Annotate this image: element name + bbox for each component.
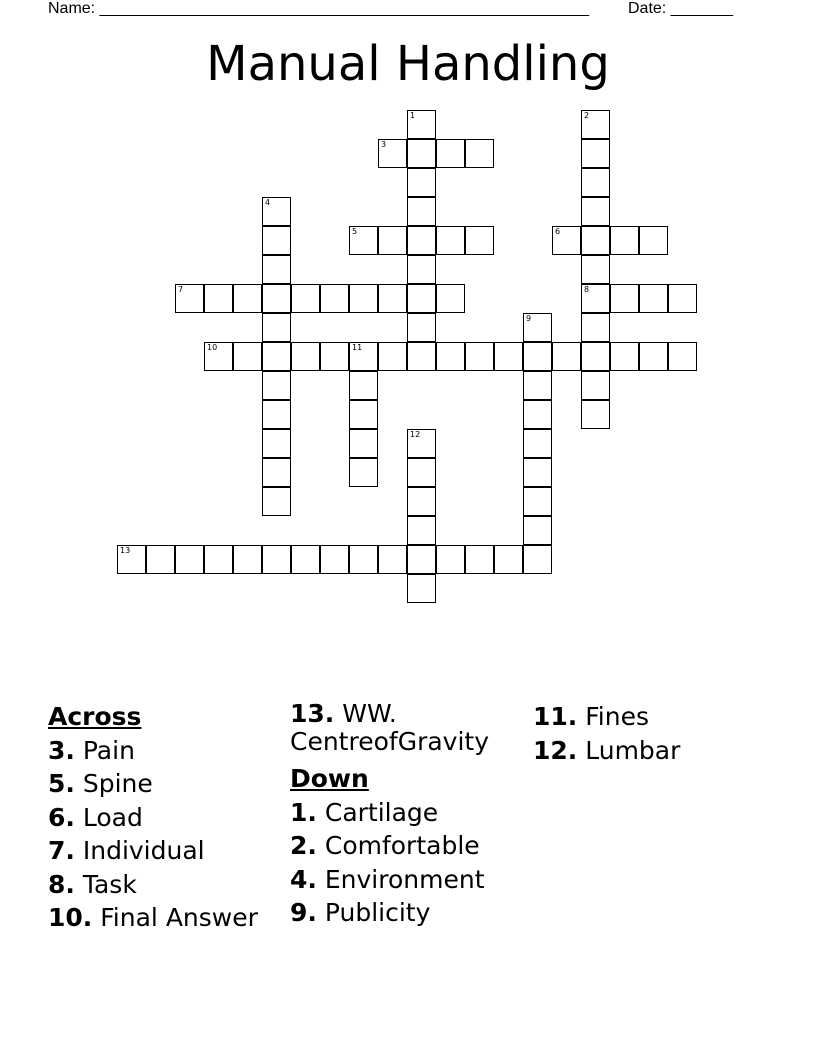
grid-cell[interactable]	[407, 574, 436, 603]
grid-cell[interactable]	[407, 139, 436, 168]
grid-cell[interactable]	[378, 139, 407, 168]
clue-number: 9.	[290, 898, 317, 927]
clue-across-5	[48, 767, 298, 801]
name-field-label[interactable]: Name: _______________________________________________________	[48, 0, 589, 17]
grid-cell-number: 8	[584, 285, 590, 294]
grid-cell[interactable]	[320, 545, 349, 574]
grid-cell[interactable]	[407, 458, 436, 487]
grid-cell[interactable]	[407, 255, 436, 284]
grid-cell[interactable]	[233, 284, 262, 313]
grid-cell[interactable]	[262, 255, 291, 284]
grid-cell[interactable]	[233, 545, 262, 574]
grid-cell[interactable]	[581, 226, 610, 255]
grid-cell[interactable]	[349, 458, 378, 487]
clue-text: Publicity	[324, 898, 431, 927]
grid-cell[interactable]	[349, 342, 378, 371]
grid-cell[interactable]	[523, 458, 552, 487]
grid-cell[interactable]	[668, 284, 697, 313]
clue-across-7	[48, 834, 298, 868]
clue-down-11	[533, 700, 783, 734]
grid-cell[interactable]	[262, 284, 291, 313]
clues-column-1	[48, 700, 298, 935]
grid-cell[interactable]	[262, 342, 291, 371]
grid-cell[interactable]	[349, 429, 378, 458]
grid-cell-number: 1	[410, 111, 416, 120]
grid-cell[interactable]	[349, 226, 378, 255]
clue-number: 2.	[290, 831, 317, 860]
clue-text: Pain	[82, 735, 135, 765]
grid-cell[interactable]	[407, 429, 436, 458]
grid-cell[interactable]	[407, 110, 436, 139]
clue-across-10	[48, 901, 298, 935]
grid-cell[interactable]	[262, 458, 291, 487]
clue-number: 3.	[48, 735, 75, 765]
clue-number: 13.	[290, 699, 335, 728]
grid-cell[interactable]	[465, 342, 494, 371]
grid-cell-number: 5	[352, 227, 358, 236]
grid-cell[interactable]	[117, 545, 146, 574]
grid-cell[interactable]	[349, 545, 378, 574]
clue-text: Spine	[82, 769, 153, 798]
clue-text: Environment	[324, 864, 485, 894]
clue-text: Final Answer	[100, 903, 258, 932]
grid-cell[interactable]	[581, 342, 610, 371]
clue-across-3	[48, 734, 298, 768]
clue-down-2	[290, 829, 520, 863]
clue-number: 10.	[48, 903, 93, 932]
grid-cell[interactable]	[291, 342, 320, 371]
grid-cell[interactable]	[581, 400, 610, 429]
grid-cell[interactable]	[407, 487, 436, 516]
grid-cell-number: 12	[410, 430, 421, 439]
grid-cell-number: 2	[584, 111, 590, 120]
grid-cell[interactable]	[407, 168, 436, 197]
clue-number: 1.	[290, 797, 317, 827]
clue-across-13	[290, 700, 520, 756]
grid-cell[interactable]	[581, 168, 610, 197]
grid-cell[interactable]	[494, 342, 523, 371]
grid-cell[interactable]	[581, 197, 610, 226]
grid-cell[interactable]	[436, 139, 465, 168]
clue-down-9	[290, 896, 520, 930]
grid-cell[interactable]	[610, 226, 639, 255]
grid-cell[interactable]	[436, 342, 465, 371]
grid-cell-number: 11	[352, 343, 363, 352]
grid-cell[interactable]	[233, 342, 262, 371]
grid-cell[interactable]	[639, 284, 668, 313]
across-heading: Across	[48, 702, 142, 731]
grid-cell[interactable]	[320, 342, 349, 371]
grid-cell[interactable]	[523, 371, 552, 400]
grid-cell[interactable]	[523, 429, 552, 458]
grid-cell[interactable]	[523, 400, 552, 429]
grid-cell[interactable]	[378, 342, 407, 371]
grid-cell[interactable]	[378, 284, 407, 313]
grid-cell[interactable]	[552, 342, 581, 371]
grid-cell[interactable]	[378, 545, 407, 574]
grid-cell[interactable]	[639, 342, 668, 371]
grid-cell[interactable]	[349, 284, 378, 313]
grid-cell-number: 3	[381, 140, 387, 149]
clue-down-1	[290, 796, 520, 830]
clue-number: 4.	[290, 864, 317, 894]
grid-cell[interactable]	[407, 226, 436, 255]
grid-cell[interactable]	[378, 226, 407, 255]
grid-cell[interactable]	[349, 371, 378, 400]
grid-cell[interactable]	[581, 313, 610, 342]
grid-cell[interactable]	[494, 545, 523, 574]
grid-cell[interactable]	[262, 197, 291, 226]
clue-text: Individual	[82, 836, 205, 865]
clue-text: WW. CentreofGravity	[290, 699, 489, 756]
grid-cell[interactable]	[523, 545, 552, 574]
grid-cell[interactable]	[291, 284, 320, 313]
grid-cell[interactable]	[262, 313, 291, 342]
grid-cell[interactable]	[523, 487, 552, 516]
grid-cell-number: 4	[265, 198, 271, 207]
grid-cell[interactable]	[320, 284, 349, 313]
grid-cell[interactable]	[581, 139, 610, 168]
clue-down-4	[290, 863, 520, 897]
clue-across-6	[48, 801, 298, 835]
grid-cell[interactable]	[175, 545, 204, 574]
grid-cell[interactable]	[262, 226, 291, 255]
grid-cell[interactable]	[581, 284, 610, 313]
clues-column-3	[533, 700, 783, 767]
grid-cell[interactable]	[175, 284, 204, 313]
clue-text: Comfortable	[324, 831, 480, 860]
grid-cell-number: 13	[120, 546, 131, 555]
grid-cell[interactable]	[407, 516, 436, 545]
grid-cell[interactable]	[291, 545, 320, 574]
grid-cell[interactable]	[610, 284, 639, 313]
grid-cell[interactable]	[436, 545, 465, 574]
clue-number: 11.	[533, 702, 578, 731]
clue-number: 8.	[48, 869, 75, 899]
clue-across-8	[48, 868, 298, 902]
grid-cell-number: 10	[207, 343, 218, 352]
clue-text: Task	[82, 869, 137, 899]
grid-cell[interactable]	[349, 400, 378, 429]
grid-cell[interactable]	[581, 110, 610, 139]
grid-cell[interactable]	[262, 545, 291, 574]
grid-cell[interactable]	[581, 255, 610, 284]
grid-cell[interactable]	[465, 545, 494, 574]
clue-text: Cartilage	[324, 797, 439, 827]
grid-cell[interactable]	[465, 139, 494, 168]
page-title: Manual Handling	[206, 36, 610, 92]
grid-cell[interactable]	[523, 342, 552, 371]
clue-number: 7.	[48, 836, 75, 865]
clue-text: Load	[82, 802, 143, 832]
grid-cell[interactable]	[465, 226, 494, 255]
grid-cell[interactable]	[581, 371, 610, 400]
grid-cell[interactable]	[204, 342, 233, 371]
date-field-label[interactable]: Date: _______	[628, 0, 733, 17]
grid-cell[interactable]	[204, 284, 233, 313]
grid-cell-number: 7	[178, 285, 184, 294]
clue-number: 6.	[48, 802, 75, 832]
clue-down-12	[533, 734, 783, 768]
grid-cell[interactable]	[639, 226, 668, 255]
clue-number: 5.	[48, 769, 75, 798]
grid-cell[interactable]	[436, 226, 465, 255]
grid-cell[interactable]	[407, 197, 436, 226]
grid-cell[interactable]	[610, 342, 639, 371]
grid-cell[interactable]	[552, 226, 581, 255]
clues-section	[0, 700, 816, 960]
grid-cell[interactable]	[668, 342, 697, 371]
grid-cell[interactable]	[204, 545, 233, 574]
down-heading: Down	[290, 764, 369, 793]
grid-cell[interactable]	[262, 487, 291, 516]
grid-cell[interactable]	[262, 429, 291, 458]
clue-number: 12.	[533, 735, 578, 765]
grid-cell[interactable]	[407, 545, 436, 574]
clue-text: Lumbar	[585, 735, 681, 765]
clues-column-2	[290, 700, 520, 930]
grid-cell-number: 9	[526, 314, 532, 323]
grid-cell[interactable]	[262, 400, 291, 429]
grid-cell[interactable]	[407, 313, 436, 342]
grid-cell[interactable]	[407, 342, 436, 371]
grid-cell[interactable]	[146, 545, 175, 574]
grid-cell[interactable]	[523, 313, 552, 342]
clue-text: Fines	[585, 702, 650, 731]
grid-cell[interactable]	[407, 284, 436, 313]
grid-cell[interactable]	[262, 371, 291, 400]
grid-cell-number: 6	[555, 227, 561, 236]
grid-cell[interactable]	[523, 516, 552, 545]
grid-cell[interactable]	[436, 284, 465, 313]
